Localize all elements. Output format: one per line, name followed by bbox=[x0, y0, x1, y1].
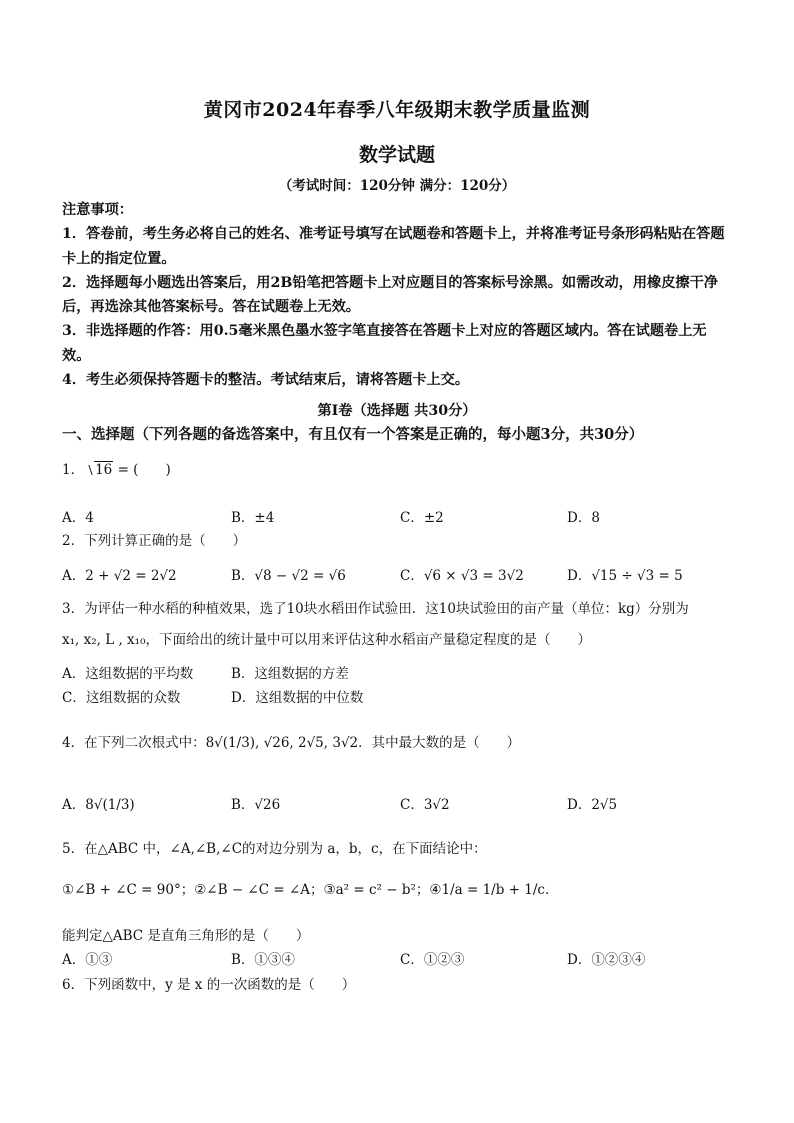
question-4-stem bbox=[62, 731, 520, 751]
question-3-stem-line1: 3．为评估一种水稻的种植效果，选了10块水稻田作试验田．这10块试验田的亩产量（单位：kg）分别为 bbox=[62, 601, 689, 617]
q5-option-d: D．①②③④ bbox=[567, 952, 646, 968]
exam-info: （考试时间：120分钟 满分：120分） bbox=[278, 178, 516, 194]
question-2-stem: 2．下列计算正确的是（ ） bbox=[62, 533, 247, 549]
q4-option-d: D．2√5 bbox=[567, 797, 618, 813]
q1-option-b: B．±4 bbox=[231, 510, 275, 526]
q1-number: 1． bbox=[62, 462, 85, 478]
q4-suffix: ．其中最大数的是（ ） bbox=[358, 735, 521, 751]
q1-option-a: A．4 bbox=[62, 510, 94, 526]
q5-option-b: B．①③④ bbox=[231, 952, 295, 968]
q2-option-c: C．√6 × √3 = 3√2 bbox=[400, 568, 524, 584]
q4-option-c: C．3√2 bbox=[400, 797, 450, 813]
notes-item-1: 1．答卷前，考生务必将自己的姓名、准考证号填写在试题卷和答题卡上，并将准考证号条形码粘贴在答题卡上的指定位置。 bbox=[62, 226, 725, 267]
q3-option-a: A．这组数据的平均数 bbox=[62, 666, 194, 682]
question-3-stem-line2: x₁, x₂, L , x₁₀，下面给出的统计量中可以用来评估这种水稻亩产量稳定程度的是（ ） bbox=[62, 632, 591, 648]
part-title: 一、选择题（下列各题的备选答案中，有且仅有一个答案是正确的，每小题3分，共30分） bbox=[62, 426, 644, 443]
question-6-stem: 6．下列函数中，y 是 x 的一次函数的是（ ） bbox=[62, 977, 356, 993]
q2-option-b: B．√8 − √2 = √6 bbox=[231, 568, 346, 584]
q4-option-b: B．√26 bbox=[231, 797, 281, 813]
q4-expression: 8√(1/3), √26, 2√5, 3√2 bbox=[205, 735, 359, 751]
question-1-stem bbox=[62, 458, 171, 478]
q1-radicand: 16 bbox=[95, 462, 113, 478]
notes-heading: 注意事项： bbox=[62, 202, 133, 218]
q4-prefix: 4．在下列二次根式中： bbox=[62, 735, 206, 751]
q1-option-c: C．±2 bbox=[400, 510, 444, 526]
question-5-stem-line1: 5．在△ABC 中，∠A,∠B,∠C的对边分别为 a，b，c，在下面结论中： bbox=[62, 841, 487, 857]
exam-subject: 数学试题 bbox=[358, 144, 435, 166]
q5-option-a: A．①③ bbox=[62, 952, 113, 968]
q1-suffix: = ( ) bbox=[113, 462, 171, 478]
q1-option-d: D．8 bbox=[567, 510, 600, 526]
section-title: 第Ⅰ卷（选择题 共30分） bbox=[317, 403, 477, 419]
q2-option-d: D．√15 ÷ √3 = 5 bbox=[567, 568, 683, 584]
notes-item-3: 3．非选择题的作答：用0.5毫米黑色墨水签字笔直接答在答题卡上对应的答题区域内。答在试题卷上无效。 bbox=[62, 323, 707, 364]
q2-option-a: A．2 + √2 = 2√2 bbox=[62, 568, 177, 584]
question-5-stem-line2: ①∠B + ∠C = 90°；②∠B − ∠C = ∠A；③a² = c² − b²；④1/a = 1/b + 1/c． bbox=[62, 882, 559, 898]
q5-option-c: C．①②③ bbox=[400, 952, 465, 968]
notes-item-2: 2．选择题每小题选出答案后，用2B铅笔把答题卡上对应题目的答案标号涂黑。如需改动，用橡皮擦干净后，再选涂其他答案标号。答在试题卷上无效。 bbox=[62, 274, 718, 316]
sqrt-symbol bbox=[85, 462, 113, 478]
notes-block bbox=[62, 198, 732, 392]
exam-title: 黄冈市2024年春季八年级期末教学质量监测 bbox=[203, 99, 591, 121]
question-5-stem-line3: 能判定△ABC 是直角三角形的是（ ） bbox=[62, 928, 310, 944]
notes-item-4: 4．考生必须保持答题卡的整洁。考试结束后，请将答题卡上交。 bbox=[62, 372, 470, 389]
q3-option-d: D．这组数据的中位数 bbox=[231, 690, 364, 706]
q3-option-c: C．这组数据的众数 bbox=[62, 690, 181, 706]
q4-option-a: A．8√(1/3) bbox=[62, 797, 135, 813]
q3-option-b: B．这组数据的方差 bbox=[231, 666, 349, 682]
